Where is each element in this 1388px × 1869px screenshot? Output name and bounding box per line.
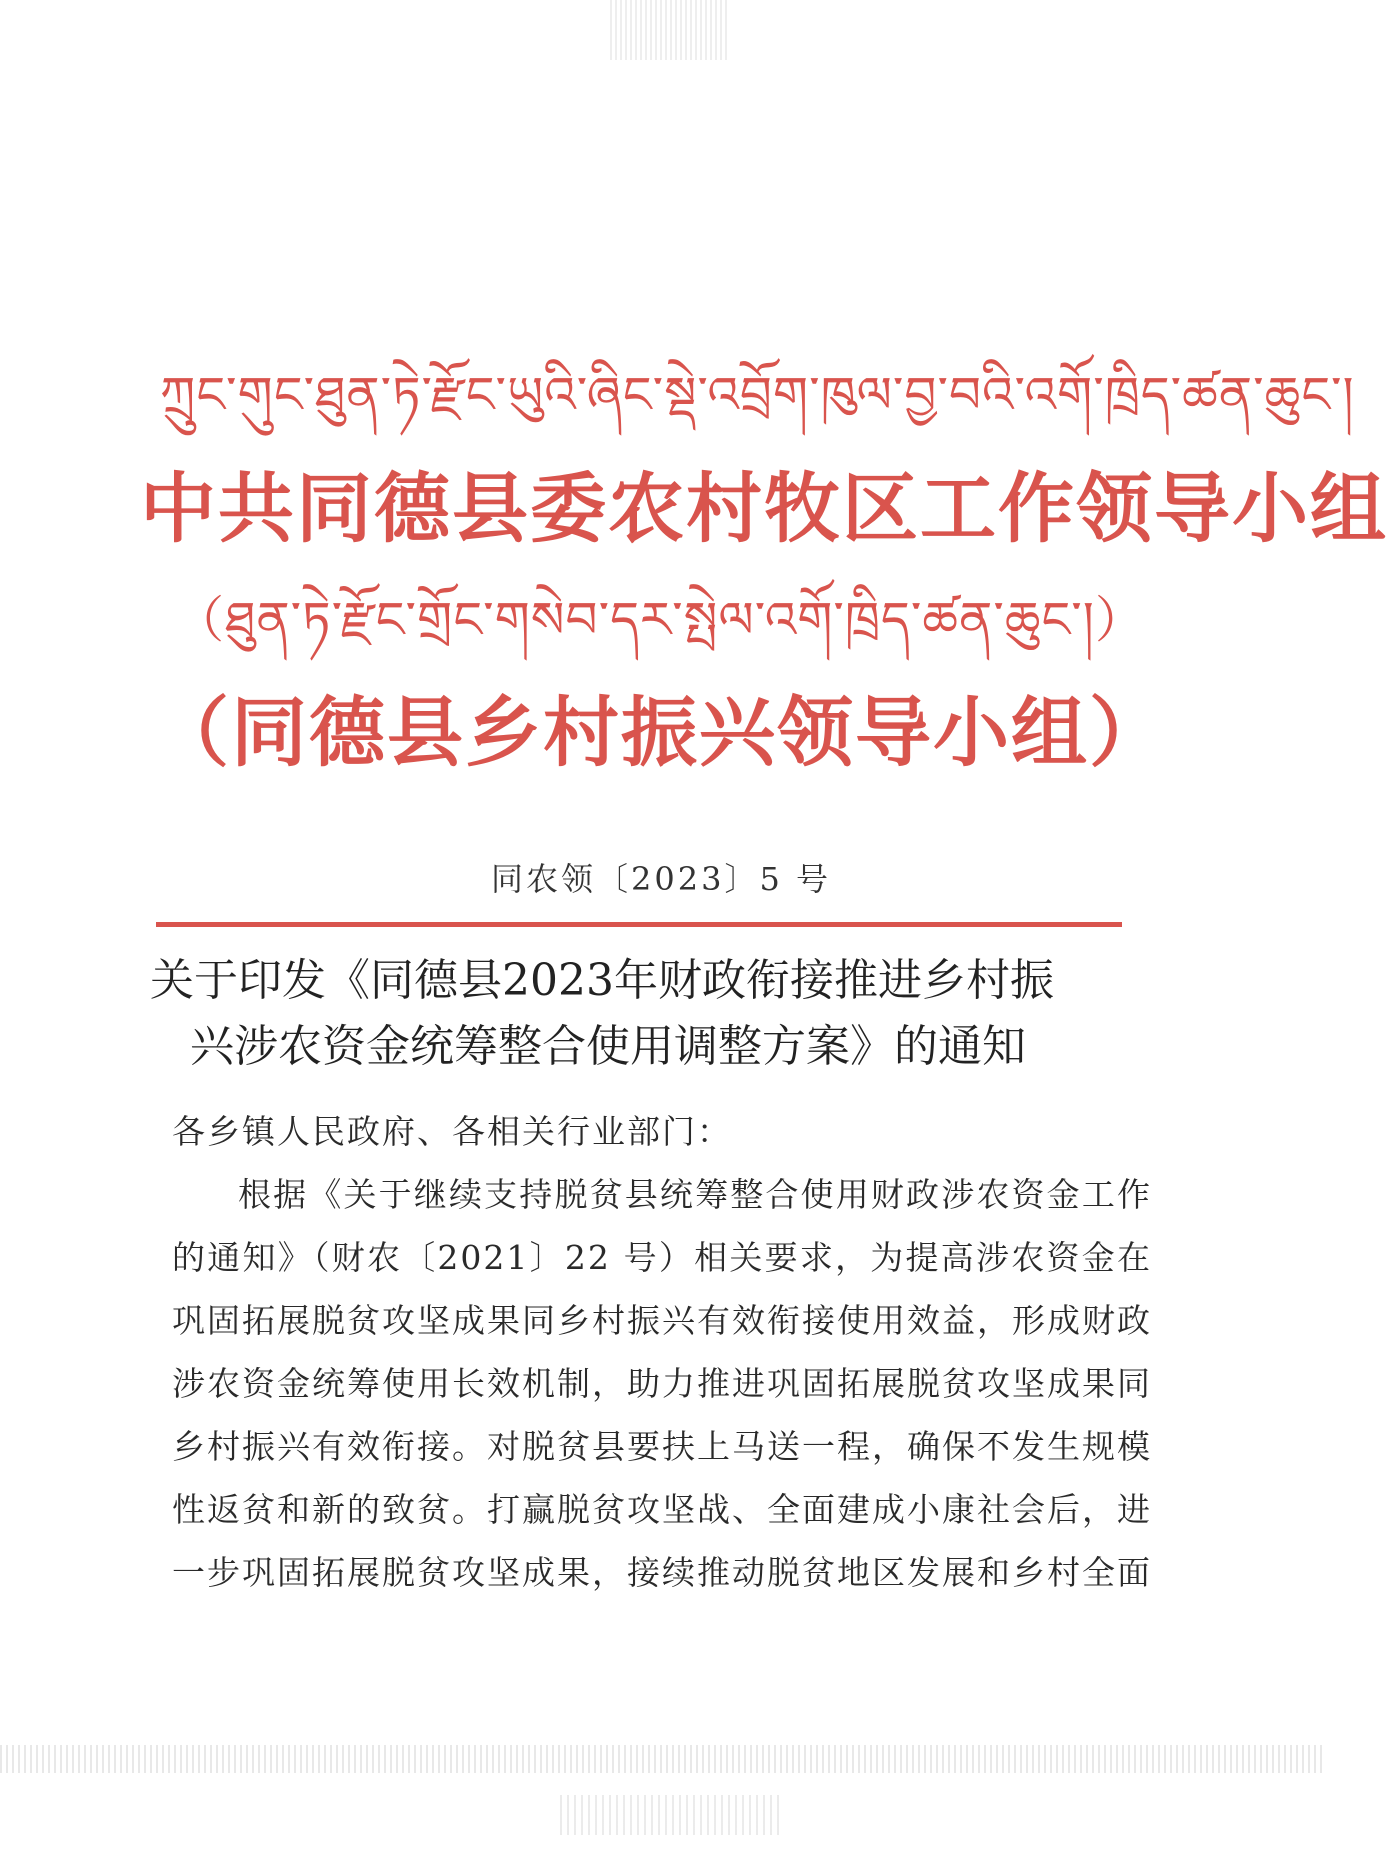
salutation: 各乡镇人民政府、各相关行业部门： xyxy=(172,1112,732,1151)
document-title-line1: 关于印发《同德县2023年财政衔接推进乡村振 xyxy=(150,955,1054,1006)
header-tibetan-org: ཀྲུང་གུང་ཐུན་ཏེ་རྫོང་ཡུའི་ཞིང་སྡེ་འབྲོག་ཁུལ་བྱ་བའི་འགོ་ཁྲིད་ཚན་ཆུང་། xyxy=(160,366,1355,424)
scan-artifact-top xyxy=(610,0,730,60)
scan-artifact-bottom xyxy=(0,1745,1322,1773)
red-divider-line xyxy=(156,922,1122,927)
header-chinese-sub: （同德县乡村振兴领导小组） xyxy=(153,688,1167,777)
body-paragraph: 根据《关于继续支持脱贫县统筹整合使用财政涉农资金工作的通知》（财农〔2021〕22 号）相关要求，为提高涉农资金在巩固拓展脱贫攻坚成果同乡村振兴有效衔接使用效益，形成财政涉农资金统筹使用长效机制，助力推进巩固拓展脱贫攻坚成果同乡村振兴有效衔接。对脱贫县要扶上马送一程，确保不发生规模性返贫和新的致贫。打赢脱贫攻坚战、全面建成小康社会后，进一步巩固拓展脱贫攻坚成果，接续推动脱贫地区发展和乡村全面 xyxy=(172,1175,1152,1592)
document-body xyxy=(172,1100,1152,1604)
document-title xyxy=(150,948,1190,1080)
header-chinese-org: 中共同德县委农村牧区工作领导小组 xyxy=(140,464,1388,553)
scan-artifact-bottom-center xyxy=(560,1795,780,1835)
document-number: 同农领〔2023〕5 号 xyxy=(491,860,831,898)
header-tibetan-sub: （ཐུན་ཏེ་རྫོང་གྲོང་གསེབ་དར་སྤེལ་འགོ་ཁྲིད་ཚན་ཆུང་།） xyxy=(174,591,1146,649)
document-title-line2: 兴涉农资金统筹整合使用调整方案》的通知 xyxy=(190,1021,1026,1072)
